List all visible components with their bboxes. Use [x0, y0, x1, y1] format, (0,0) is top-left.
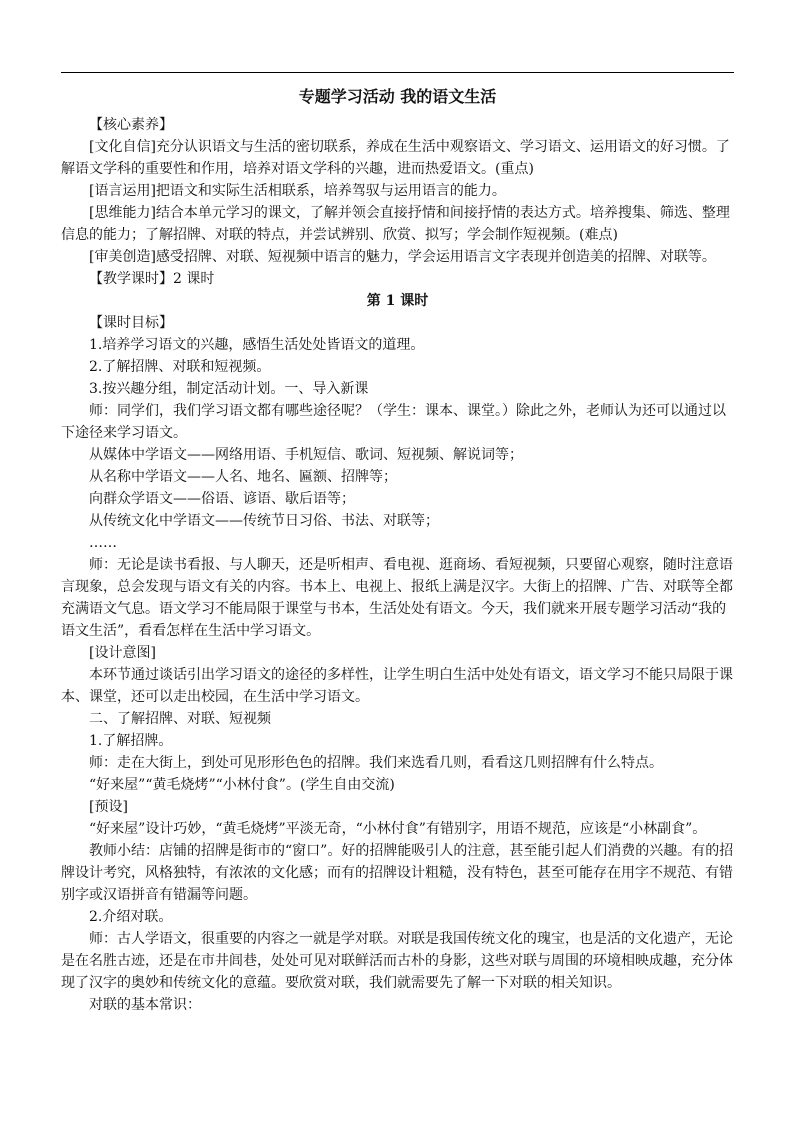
- goal-item-2: 2.了解招牌、对联和短视频。: [89, 359, 271, 375]
- paragraph-couplet-basics: 对联的基本常识：: [89, 997, 201, 1013]
- paragraph-sign-examples: “好来屋”“黄毛烧烤”“小林付食”。(学生自由交流): [89, 777, 395, 793]
- list-item-tradition: 从传统文化中学语文——传统节日习俗、书法、对联等；: [89, 513, 439, 529]
- goal-item-1: 1.培养学习语文的兴趣，感悟生活处处皆语文的道理。: [89, 337, 425, 353]
- subheading-signboards: 1.了解招牌。: [89, 733, 173, 749]
- paragraph-language-use: [语言运用]把语文和实际生活相联系，培养驾驭与运用语言的能力。: [89, 183, 506, 199]
- paragraph-summary: 教师小结：店铺的招牌是街市的“窗口”。好的招牌能吸引人的注意，甚至能引起人们消费的兴趣。有的招牌设计考究，风格独特，有浓浓的文化感；而有的招牌设计粗糙，没有特色，甚至可能存在用字不规范、有错别字或汉语拼音有错漏等问题。: [61, 843, 734, 903]
- goal-item-3: 3.按兴趣分组，制定活动计划。一、导入新课: [89, 381, 369, 397]
- list-item-names: 从名称中学语文——人名、地名、匾额、招牌等；: [89, 469, 397, 485]
- heading-preset: [预设]: [89, 799, 128, 815]
- paragraph-preset: “好来屋”设计巧妙，“黄毛烧烤”平淡无奇，“小林付食”有错别字，用语不规范，应该是“小林副食”。: [89, 821, 707, 837]
- paragraph-intro: 师：同学们，我们学习语文都有哪些途径呢？（学生：课本、课堂。）除此之外，老师认为还可以通过以下途径来学习语文。: [61, 403, 726, 441]
- document-body: [61, 114, 734, 1016]
- paragraph-couplets: 师：古人学语文，很重要的内容之一就是学对联。对联是我国传统文化的瑰宝，也是活的文化遗产，无论是在名胜古迹，还是在市井闾巷，处处可见对联鲜活而古朴的身影，这些对联与周围的环境相映成趣，充分体现了汉字的奥妙和传统文化的意蕴。要欣赏对联，我们就需要先了解一下对联的相关知识。: [61, 931, 733, 991]
- ellipsis: ……: [89, 535, 117, 551]
- list-item-folk: 向群众学语文——俗语、谚语、歇后语等；: [89, 491, 355, 507]
- top-rule: [61, 72, 734, 73]
- list-item-media: 从媒体中学语文——网络用语、手机短信、歌词、短视频、解说词等；: [89, 447, 523, 463]
- paragraph-aesthetic-creation: [审美创造]感受招牌、对联、短视频中语言的魅力，学会运用语言文字表现并创造美的招牌、对联等。: [89, 249, 716, 265]
- heading-design-intent: [设计意图]: [89, 645, 156, 661]
- document-title: 专题学习活动 我的语文生活: [298, 87, 497, 106]
- subheading-couplets: 2.介绍对联。: [89, 909, 173, 925]
- paragraph-signboards: 师：走在大街上，到处可见形形色色的招牌。我们来选看几则，看看这几则招牌有什么特点。: [89, 755, 663, 771]
- section-heading-2: 二、了解招牌、对联、短视频: [89, 711, 271, 727]
- paragraph-thinking-ability: [思维能力]结合本单元学习的课文，了解并领会直接抒情和间接抒情的表达方式。培养搜集、筛选、整理信息的能力；了解招牌、对联的特点，并尝试辨别、欣赏、拟写；学会制作短视频。(难点): [61, 205, 730, 243]
- heading-lesson-goals: 【课时目标】: [89, 315, 173, 331]
- lesson-heading: 第 1 课时: [366, 293, 429, 309]
- paragraph-design-intent: 本环节通过谈话引出学习语文的途径的多样性，让学生明白生活中处处有语文，语文学习不能只局限于课本、课堂，还可以走出校园，在生活中学习语文。: [61, 667, 733, 705]
- paragraph-cultural-confidence: [文化自信]充分认识语文与生活的密切联系，养成在生活中观察语文、学习语文、运用语文的好习惯。了解语文学科的重要性和作用，培养对语文学科的兴趣，进而热爱语文。(重点): [61, 139, 730, 177]
- heading-teaching-hours: 【教学课时】2 课时: [89, 271, 215, 287]
- paragraph-teacher-talk: 师：无论是读书看报、与人聊天，还是听相声、看电视、逛商场、看短视频，只要留心观察，随时注意语言现象，总会发现与语文有关的内容。书本上、电视上、报纸上满是汉字。大街上的招牌、广告、对联等全都充满语文气息。语文学习不能局限于课堂与书本，生活处处有语文。今天，我们就来开展专题学习活动“我的语文生活”，看看怎样在生活中学习语文。: [61, 557, 733, 639]
- heading-core-literacy: 【核心素养】: [89, 117, 173, 133]
